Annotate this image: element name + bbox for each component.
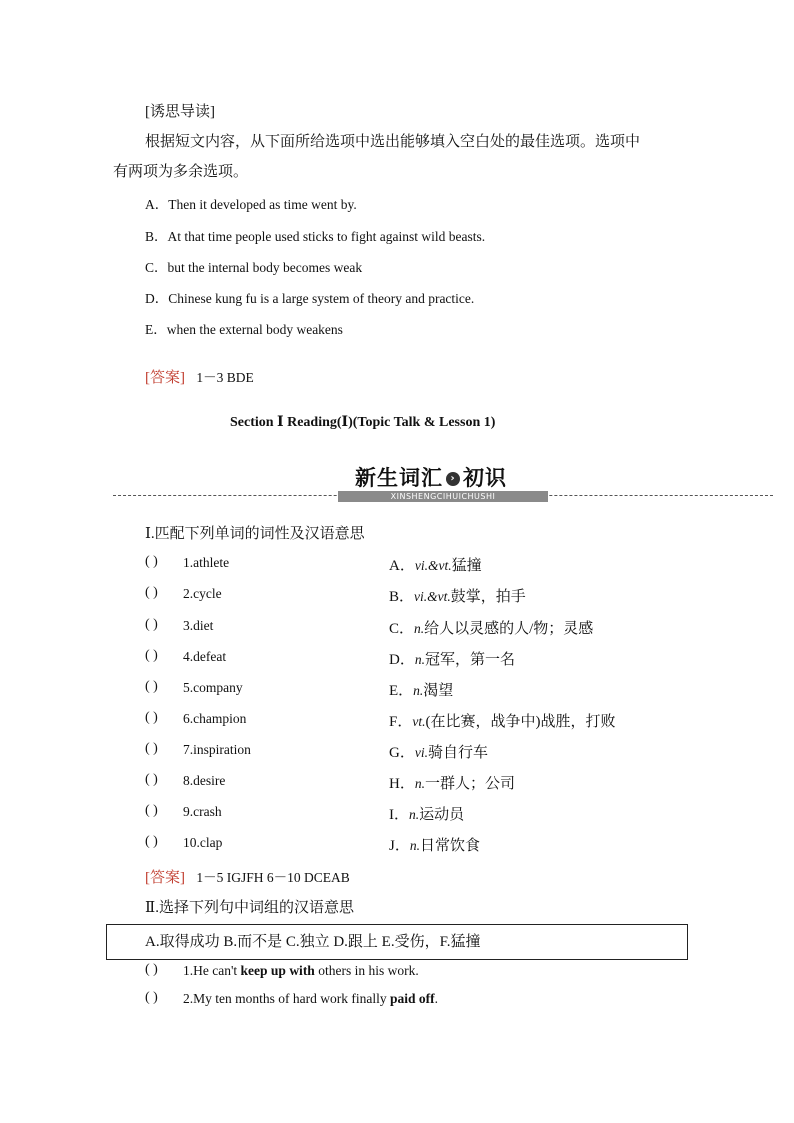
option-d: D．Chinese kung fu is a large system of theory and practice.: [145, 291, 475, 306]
meaning-item: [389, 710, 615, 731]
banner-title-right: 初识: [463, 466, 507, 490]
word-item: 4.defeat: [183, 649, 227, 664]
option-a: A．Then it developed as time went by.: [145, 197, 357, 212]
part-of-speech: n.: [413, 683, 424, 698]
part-of-speech: n.: [414, 652, 425, 667]
banner-title: [355, 462, 507, 492]
word-item: 8.desire: [183, 773, 226, 788]
part2-heading: Ⅱ.选择下列句中词组的汉语意思: [145, 900, 354, 916]
sentence-pre: 1.He can't: [183, 963, 241, 978]
answer-blank[interactable]: ( ): [145, 834, 158, 849]
part1-heading: Ⅰ.匹配下列单词的词性及汉语意思: [145, 526, 365, 542]
meaning-text: 给人以灵感的人/物；灵感: [424, 621, 594, 637]
chevron-right-icon: ›: [446, 472, 460, 486]
guide-answer: [145, 366, 254, 387]
meaning-item: [389, 617, 593, 638]
meaning-text: 鼓掌，拍手: [450, 589, 526, 605]
meaning-letter: D．: [389, 652, 415, 668]
answer-blank[interactable]: ( ): [145, 741, 158, 756]
answer-blank[interactable]: ( ): [145, 554, 158, 569]
meaning-letter: G．: [389, 745, 415, 761]
answer-blank[interactable]: ( ): [145, 990, 158, 1005]
meaning-item: [389, 679, 453, 700]
answer-blank[interactable]: ( ): [145, 585, 158, 600]
answer-blank[interactable]: ( ): [145, 617, 158, 632]
sentence-item: [183, 963, 419, 979]
meaning-text: 运动员: [419, 807, 465, 823]
meaning-item: [389, 585, 526, 606]
sentence-phrase: keep up with: [240, 963, 315, 978]
meaning-item: [389, 803, 464, 824]
sentence-post: others in his work.: [314, 963, 419, 978]
answer-blank[interactable]: ( ): [145, 710, 158, 725]
meaning-text: 冠军，第一名: [424, 652, 515, 668]
part-of-speech: vi.: [414, 745, 428, 760]
meaning-letter: F．: [389, 714, 413, 730]
part-of-speech: n.: [414, 776, 425, 791]
meaning-item: [389, 834, 480, 855]
meaning-text: 渴望: [423, 683, 454, 699]
meaning-letter: E．: [389, 683, 414, 699]
word-item: 9.crash: [183, 804, 222, 819]
answer-text: 1－3 BDE: [196, 370, 254, 385]
word-item: 1.athlete: [183, 555, 230, 570]
part-of-speech: vt.: [412, 714, 426, 729]
answer-blank[interactable]: ( ): [145, 772, 158, 787]
option-c: C．but the internal body becomes weak: [145, 260, 363, 275]
option-e: E．when the external body weakens: [145, 322, 343, 337]
meaning-item: [389, 554, 482, 575]
answer-tag: [答案]: [145, 370, 185, 386]
meaning-text: 猛撞: [451, 558, 482, 574]
word-item: 6.champion: [183, 711, 247, 726]
part-of-speech: n.: [409, 838, 420, 853]
meaning-letter: B．: [389, 589, 415, 605]
answer-blank[interactable]: ( ): [145, 803, 158, 818]
banner-subtitle: XINSHENGCIHUICHUSHI: [338, 491, 548, 502]
meaning-letter: A．: [389, 558, 415, 574]
meaning-item: [389, 772, 515, 793]
meaning-item: [389, 648, 515, 669]
section-title: Section Ⅰ Reading(Ⅰ)(Topic Talk & Lesson 1): [230, 415, 496, 430]
part-of-speech: n.: [409, 807, 420, 822]
sentence-post: .: [434, 991, 438, 1006]
instruction-line-1: 根据短文内容，从下面所给选项中选出能够填入空白处的最佳选项。选项中: [145, 134, 641, 150]
word-item: 7.inspiration: [183, 742, 251, 757]
part1-answer: [145, 866, 350, 887]
sentence-pre: 2.My ten months of hard work finally: [183, 991, 390, 1006]
part-of-speech: n.: [414, 621, 425, 636]
sentence-phrase: paid off: [389, 991, 435, 1006]
word-item: 10.clap: [183, 835, 223, 850]
instruction-line-2: 有两项为多余选项。: [113, 164, 249, 180]
answer-blank[interactable]: ( ): [145, 962, 158, 977]
meaning-letter: C．: [389, 621, 415, 637]
meaning-letter: J．: [389, 838, 410, 854]
meaning-letter: H．: [389, 776, 415, 792]
answer-text: 1－5 IGJFH 6－10 DCEAB: [196, 870, 350, 885]
part-of-speech: vi.&vt.: [414, 589, 451, 604]
guide-heading: [诱思导读]: [145, 104, 215, 120]
sentence-item: [183, 991, 438, 1007]
answer-blank[interactable]: ( ): [145, 679, 158, 694]
meaning-text: 骑自行车: [427, 745, 488, 761]
meaning-item: [389, 741, 488, 762]
answer-tag: [答案]: [145, 870, 185, 886]
phrase-options-text: A.取得成功 B.而不是 C.独立 D.跟上 E.受伤，F.猛撞: [145, 934, 481, 950]
word-item: 3.diet: [183, 618, 214, 633]
meaning-letter: I．: [389, 807, 409, 823]
option-b: B．At that time people used sticks to fight against wild beasts.: [145, 229, 486, 244]
word-item: 2.cycle: [183, 586, 222, 601]
banner-title-left: 新生词汇: [355, 466, 443, 490]
part-of-speech: vi.&vt.: [414, 558, 452, 573]
meaning-text: 一群人；公司: [424, 776, 515, 792]
word-item: 5.company: [183, 680, 243, 695]
answer-blank[interactable]: ( ): [145, 648, 158, 663]
meaning-text: (在比赛，战争中)战胜，打败: [425, 714, 616, 730]
meaning-text: 日常饮食: [419, 838, 480, 854]
